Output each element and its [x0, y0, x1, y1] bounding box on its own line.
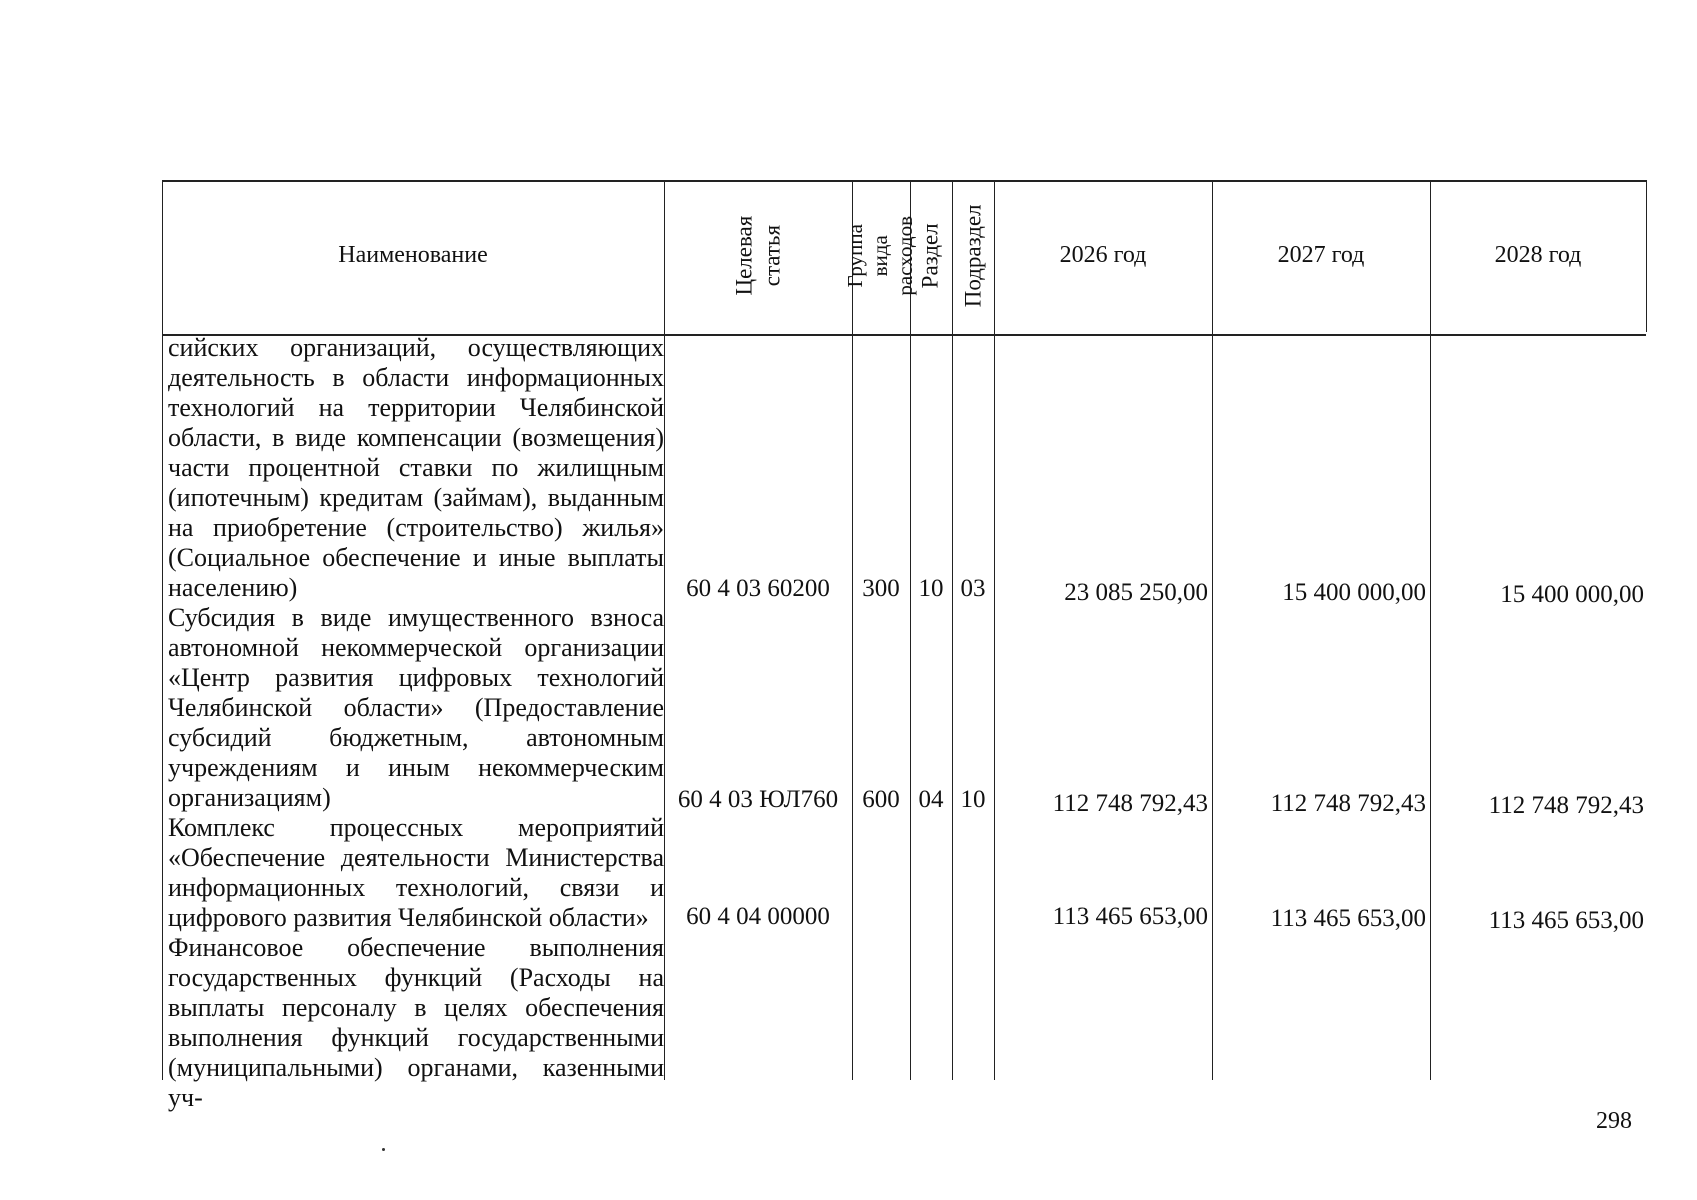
row-group: 600: [862, 786, 900, 813]
row-2026: 23 085 250,00: [1064, 579, 1208, 606]
header-target-article: [664, 180, 852, 332]
header-expense-group: [843, 180, 918, 332]
row-2028: 112 748 792,43: [1488, 792, 1644, 819]
header-subsection: [952, 180, 994, 332]
header-2027-label: 2027 год: [1277, 242, 1365, 269]
name-column: [168, 333, 664, 1113]
row-section: 10: [918, 575, 944, 602]
row-article: 60 4 03 ЮЛ760: [677, 786, 839, 813]
header-name: [162, 180, 664, 332]
header-subsection-label: Подраздел: [960, 204, 986, 308]
header-2028: [1430, 180, 1646, 332]
page-number: 298: [1596, 1108, 1632, 1134]
row-name: Финансовое обеспечение выполнения государственных функций (Расходы на выплаты персоналу в целях обеспечения выполнения функций государственными (муниципальными) органами, казенными уч-: [168, 933, 664, 1112]
header-section-label: Раздел: [918, 223, 944, 289]
header-2026: [994, 180, 1212, 332]
header-2026-label: 2026 год: [1059, 242, 1147, 269]
header-target-article-label: Целевая статья: [731, 216, 784, 296]
header-section: [910, 180, 952, 332]
row-subsection: 03: [960, 575, 986, 602]
header-name-label: Наименование: [338, 242, 488, 269]
row-group: 300: [862, 575, 900, 602]
row-2026: 113 465 653,00: [1052, 903, 1208, 930]
row-name: Субсидия в виде имущественного взноса автономной некоммерческой организации «Центр развития цифровых технологий Челябинской области» (Предоставление субсидий бюджетным, автономным учреждениям и иным некоммерческим организациям): [168, 603, 664, 812]
row-2027: 15 400 000,00: [1282, 579, 1426, 606]
header-2028-label: 2028 год: [1494, 242, 1582, 269]
row-2027: 113 465 653,00: [1270, 905, 1426, 932]
row-name: сийских организаций, осуществляющих деятельность в области информационных технологий на территории Челябинской области, в виде компенсации (возмещения) части процентной ставки по жилищным (ипотечным) кредитам (займам), выданным на приобретение (строительство) жилья» (Социальное обеспечение и иные выплаты населению): [168, 333, 664, 602]
scan-dot: [382, 1148, 385, 1151]
row-2028: 113 465 653,00: [1488, 907, 1644, 934]
row-2028: 15 400 000,00: [1500, 581, 1644, 608]
row-2026: 112 748 792,43: [1052, 790, 1208, 817]
budget-table: [162, 180, 1646, 1112]
row-section: 04: [918, 786, 944, 813]
row-article: 60 4 03 60200: [686, 575, 830, 602]
row-subsection: 10: [960, 786, 986, 813]
row-article: 60 4 04 00000: [686, 903, 830, 930]
header-expense-group-label: Группа вида расходов: [843, 216, 918, 296]
row-2027: 112 748 792,43: [1270, 790, 1426, 817]
row-name: Комплекс процессных мероприятий «Обеспечение деятельности Министерства информационных технологий, связи и цифрового развития Челябинской области»: [168, 813, 664, 932]
header-2027: [1212, 180, 1430, 332]
